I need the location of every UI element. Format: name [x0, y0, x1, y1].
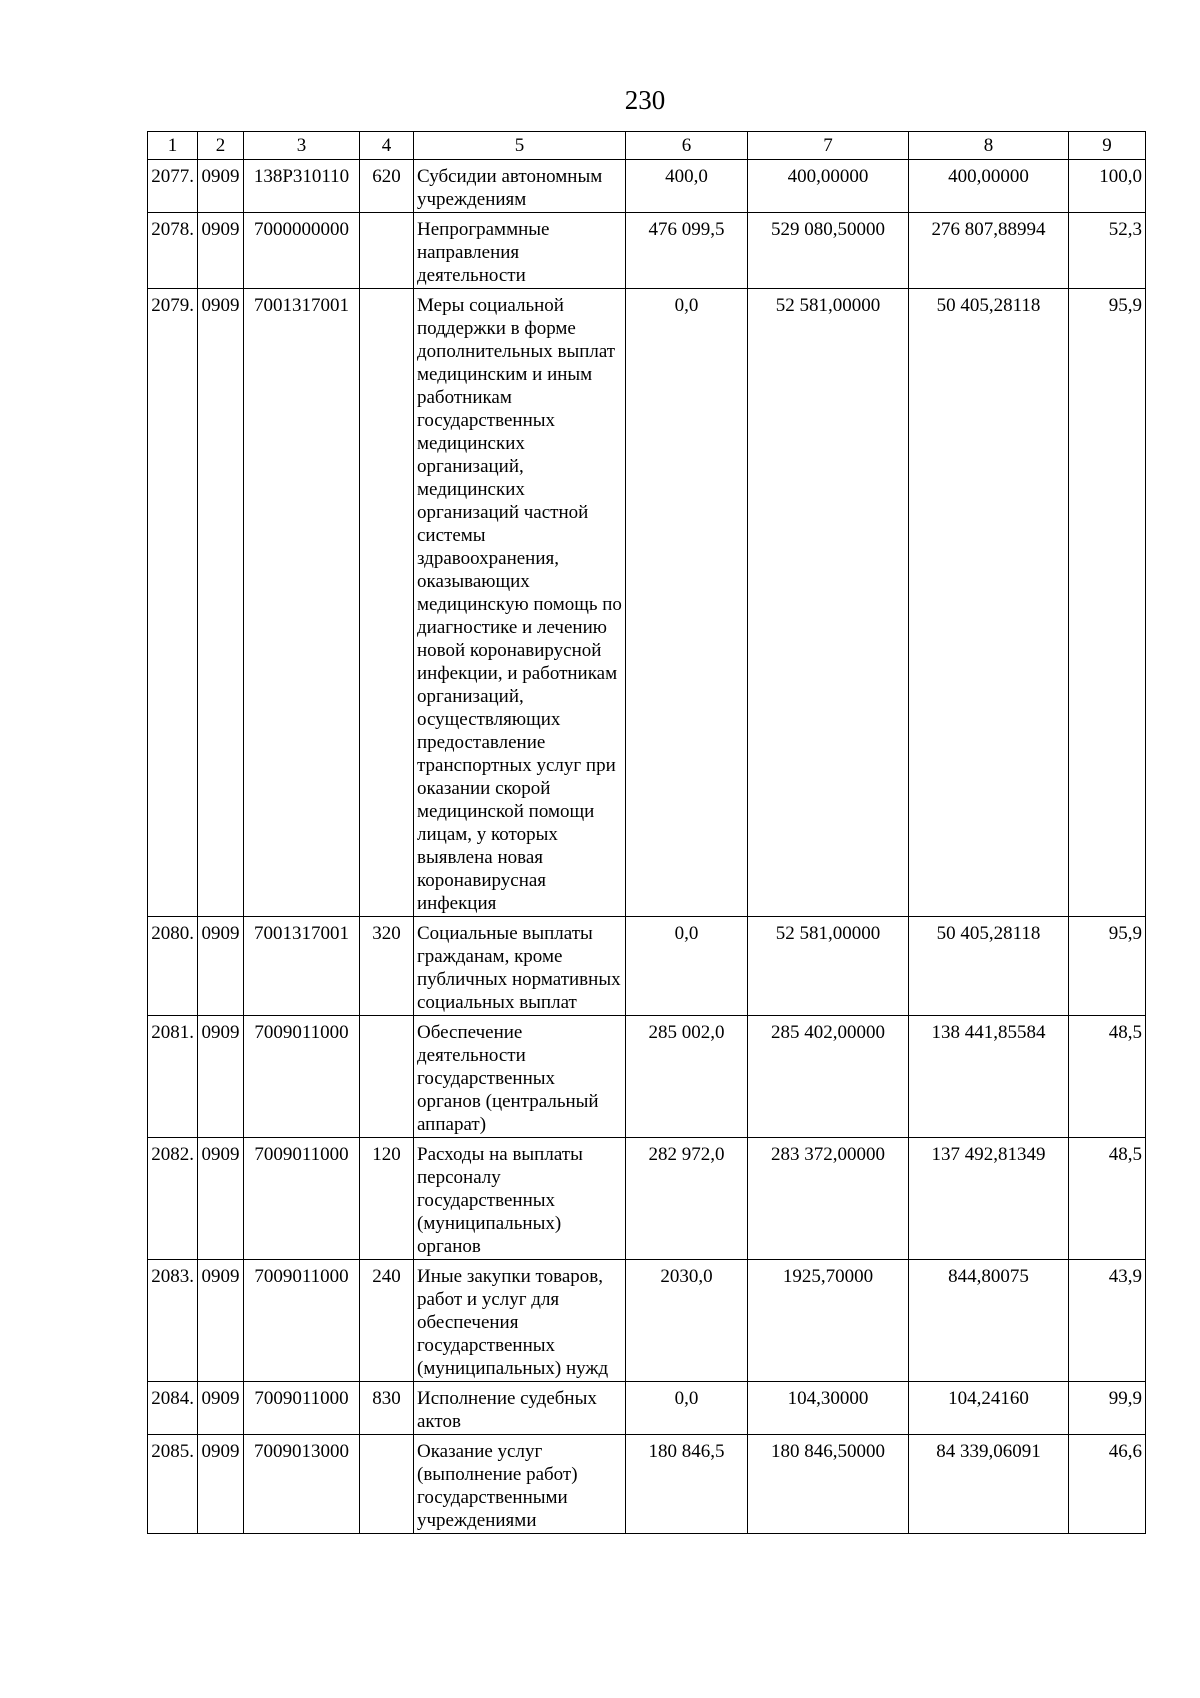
expense-type-code: 320 [360, 917, 414, 1016]
section-code: 0909 [198, 289, 244, 917]
row-number: 2084. [148, 1382, 198, 1435]
table-row [148, 213, 1146, 289]
section-code: 0909 [198, 1260, 244, 1382]
execution-percent: 95,9 [1069, 917, 1146, 1016]
target-article-code: 7009011000 [244, 1382, 360, 1435]
execution-percent: 48,5 [1069, 1016, 1146, 1138]
table-row [148, 1435, 1146, 1534]
item-name: Меры социальной поддержки в форме дополнительных выплат медицинским и иным работникам государственных медицинских организаций, медицинских организаций частной системы здравоохранения, оказывающих медицинскую помощь по диагностике и лечению новой коронавирусной инфекции, и работникам организаций, осуществляющих предоставление транспортных услуг при оказании скорой медицинской помощи лицам, у которых выявлена новая коронавирусная инфекция [414, 289, 626, 917]
approved-amount: 400,0 [626, 160, 748, 213]
item-name: Расходы на выплаты персоналу государственных (муниципальных) органов [414, 1138, 626, 1260]
row-number: 2078. [148, 213, 198, 289]
row-number: 2081. [148, 1016, 198, 1138]
section-code: 0909 [198, 160, 244, 213]
section-code: 0909 [198, 1016, 244, 1138]
planned-amount: 400,00000 [748, 160, 909, 213]
budget-table [147, 131, 1146, 1534]
column-header: 4 [360, 132, 414, 160]
executed-amount: 137 492,81349 [909, 1138, 1069, 1260]
column-header: 3 [244, 132, 360, 160]
executed-amount: 276 807,88994 [909, 213, 1069, 289]
planned-amount: 180 846,50000 [748, 1435, 909, 1534]
row-number: 2079. [148, 289, 198, 917]
expense-type-code: 830 [360, 1382, 414, 1435]
target-article-code: 7000000000 [244, 213, 360, 289]
item-name: Субсидии автономным учреждениям [414, 160, 626, 213]
executed-amount: 50 405,28118 [909, 289, 1069, 917]
item-name: Оказание услуг (выполнение работ) государственными учреждениями [414, 1435, 626, 1534]
planned-amount: 52 581,00000 [748, 917, 909, 1016]
executed-amount: 50 405,28118 [909, 917, 1069, 1016]
table-row [148, 917, 1146, 1016]
approved-amount: 0,0 [626, 917, 748, 1016]
row-number: 2080. [148, 917, 198, 1016]
execution-percent: 100,0 [1069, 160, 1146, 213]
approved-amount: 476 099,5 [626, 213, 748, 289]
column-header: 7 [748, 132, 909, 160]
planned-amount: 529 080,50000 [748, 213, 909, 289]
approved-amount: 285 002,0 [626, 1016, 748, 1138]
executed-amount: 84 339,06091 [909, 1435, 1069, 1534]
target-article-code: 138Р310110 [244, 160, 360, 213]
section-code: 0909 [198, 917, 244, 1016]
table-row [148, 289, 1146, 917]
expense-type-code [360, 1016, 414, 1138]
approved-amount: 282 972,0 [626, 1138, 748, 1260]
row-number: 2085. [148, 1435, 198, 1534]
item-name: Исполнение судебных актов [414, 1382, 626, 1435]
execution-percent: 43,9 [1069, 1260, 1146, 1382]
page-number: 230 [624, 85, 666, 115]
row-number: 2083. [148, 1260, 198, 1382]
executed-amount: 138 441,85584 [909, 1016, 1069, 1138]
execution-percent: 48,5 [1069, 1138, 1146, 1260]
target-article-code: 7001317001 [244, 917, 360, 1016]
column-header: 5 [414, 132, 626, 160]
execution-percent: 99,9 [1069, 1382, 1146, 1435]
item-name: Социальные выплаты гражданам, кроме публичных нормативных социальных выплат [414, 917, 626, 1016]
column-header: 9 [1069, 132, 1146, 160]
executed-amount: 104,24160 [909, 1382, 1069, 1435]
item-name: Иные закупки товаров, работ и услуг для обеспечения государственных (муниципальных) нужд [414, 1260, 626, 1382]
expense-type-code [360, 1435, 414, 1534]
expense-type-code: 120 [360, 1138, 414, 1260]
column-header: 8 [909, 132, 1069, 160]
approved-amount: 2030,0 [626, 1260, 748, 1382]
approved-amount: 0,0 [626, 1382, 748, 1435]
target-article-code: 7009011000 [244, 1260, 360, 1382]
table-header-row [148, 132, 1146, 160]
expense-type-code: 620 [360, 160, 414, 213]
table-row [148, 1260, 1146, 1382]
table-row [148, 160, 1146, 213]
expense-type-code: 240 [360, 1260, 414, 1382]
column-header: 2 [198, 132, 244, 160]
execution-percent: 46,6 [1069, 1435, 1146, 1534]
section-code: 0909 [198, 213, 244, 289]
approved-amount: 0,0 [626, 289, 748, 917]
row-number: 2077. [148, 160, 198, 213]
target-article-code: 7001317001 [244, 289, 360, 917]
execution-percent: 95,9 [1069, 289, 1146, 917]
target-article-code: 7009011000 [244, 1138, 360, 1260]
section-code: 0909 [198, 1382, 244, 1435]
column-header: 6 [626, 132, 748, 160]
section-code: 0909 [198, 1435, 244, 1534]
expense-type-code [360, 289, 414, 917]
row-number: 2082. [148, 1138, 198, 1260]
executed-amount: 400,00000 [909, 160, 1069, 213]
item-name: Обеспечение деятельности государственных органов (центральный аппарат) [414, 1016, 626, 1138]
table-row [148, 1016, 1146, 1138]
target-article-code: 7009011000 [244, 1016, 360, 1138]
item-name: Непрограммные направления деятельности [414, 213, 626, 289]
table-row [148, 1382, 1146, 1435]
expense-type-code [360, 213, 414, 289]
planned-amount: 52 581,00000 [748, 289, 909, 917]
target-article-code: 7009013000 [244, 1435, 360, 1534]
section-code: 0909 [198, 1138, 244, 1260]
executed-amount: 844,80075 [909, 1260, 1069, 1382]
planned-amount: 283 372,00000 [748, 1138, 909, 1260]
table-row [148, 1138, 1146, 1260]
planned-amount: 1925,70000 [748, 1260, 909, 1382]
column-header: 1 [148, 132, 198, 160]
approved-amount: 180 846,5 [626, 1435, 748, 1534]
planned-amount: 285 402,00000 [748, 1016, 909, 1138]
execution-percent: 52,3 [1069, 213, 1146, 289]
planned-amount: 104,30000 [748, 1382, 909, 1435]
